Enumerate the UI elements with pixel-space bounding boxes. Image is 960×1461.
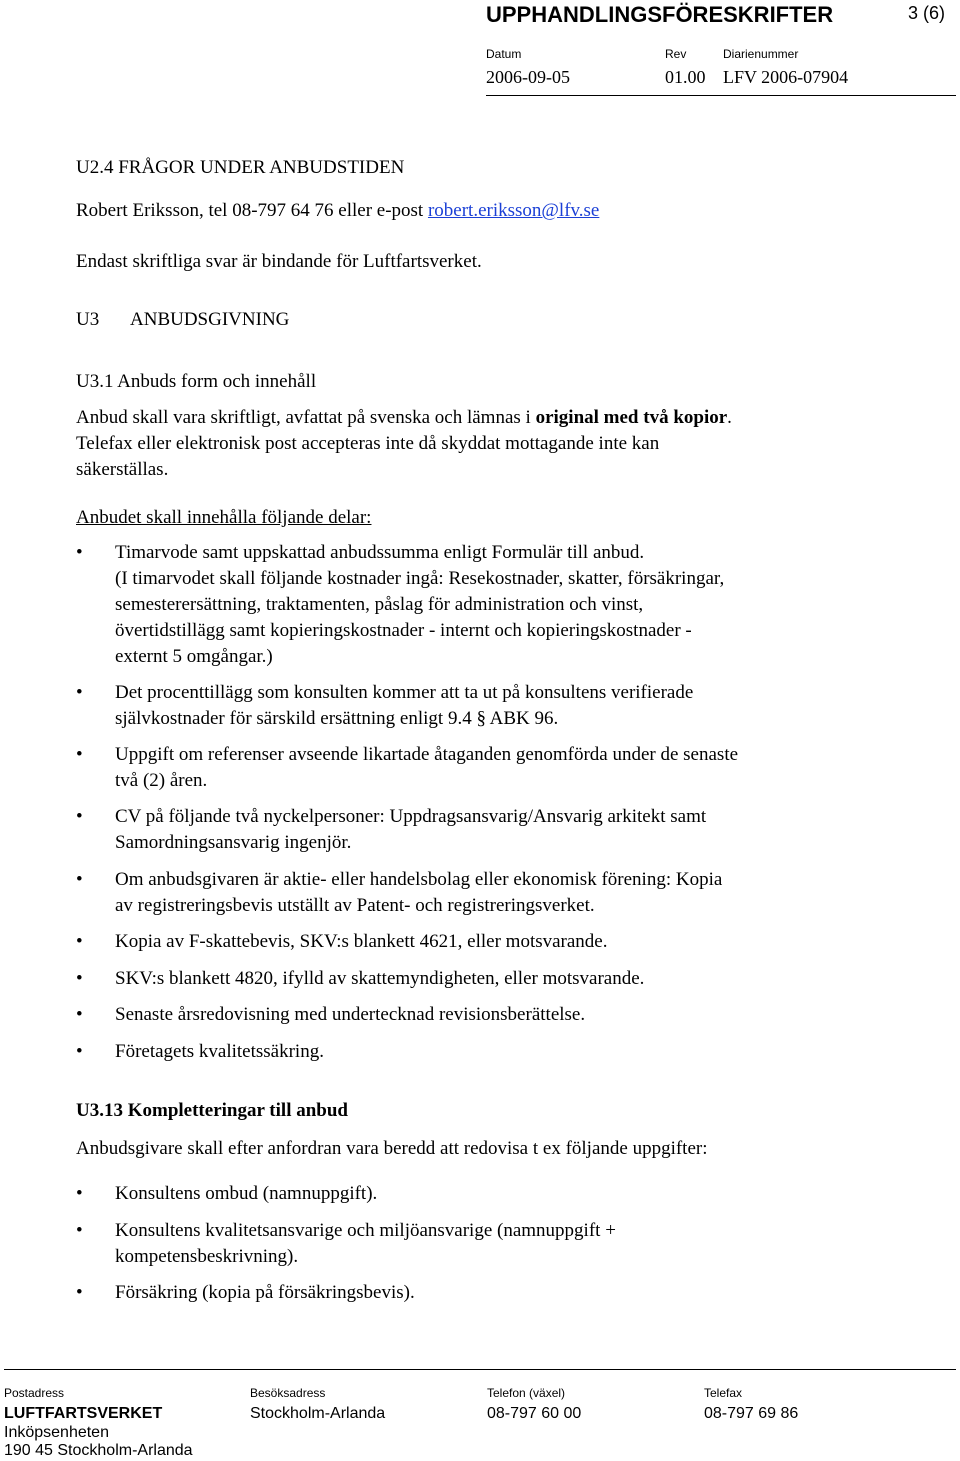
supplement-bullet-3: Försäkring (kopia på försäkringsbevis). bbox=[115, 1282, 415, 1303]
form-paragraph bbox=[76, 405, 732, 431]
bullet-marker: • bbox=[76, 1183, 83, 1204]
section-heading-u3-13: U3.13 Kompletteringar till anbud bbox=[76, 1100, 348, 1121]
bullet-2-line2: självkostnader för särskild ersättning enligt 9.4 § ABK 96. bbox=[115, 708, 559, 729]
contact-text: Robert Eriksson, tel 08-797 64 76 eller e-post bbox=[76, 200, 428, 221]
visit-address-label: Besöksadress bbox=[250, 1386, 326, 1400]
answers-note: Endast skriftliga svar är bindande för Luftfartsverket. bbox=[76, 251, 482, 272]
bullet-3-line2: två (2) åren. bbox=[115, 770, 208, 791]
rev-value: 01.00 bbox=[665, 67, 706, 87]
list-title: Anbudet skall innehålla följande delar: bbox=[76, 507, 372, 528]
form-text-bold: original med två kopior bbox=[535, 407, 728, 428]
supplement-bullet-2-line1: Konsultens kvalitetsansvarige och miljöansvarige (namnuppgift + bbox=[115, 1220, 616, 1241]
fax-paragraph-line2: säkerställas. bbox=[76, 459, 169, 480]
footer-org: LUFTFARTSVERKET bbox=[4, 1405, 163, 1422]
contact-line bbox=[76, 198, 599, 224]
footer-postal-address: 190 45 Stockholm-Arlanda bbox=[4, 1442, 193, 1459]
bullet-9: Företagets kvalitetssäkring. bbox=[115, 1041, 324, 1062]
footer-dept: Inköpsenheten bbox=[4, 1424, 109, 1441]
supplement-bullet-1: Konsultens ombud (namnuppgift). bbox=[115, 1183, 378, 1204]
bullet-1-line4: övertidstillägg samt kopieringskostnader - internt och kopieringskostnader - bbox=[115, 620, 692, 641]
date-value: 2006-09-05 bbox=[486, 67, 570, 87]
footer-divider bbox=[4, 1369, 956, 1370]
diary-label: Diarienummer bbox=[723, 47, 799, 61]
bullet-7: SKV:s blankett 4820, ifylld av skattemyndigheten, eller motsvarande. bbox=[115, 968, 645, 989]
form-text: Anbud skall vara skriftligt, avfattat på svenska och lämnas i bbox=[76, 407, 536, 428]
bullet-6: Kopia av F-skattebevis, SKV:s blankett 4621, eller motsvarande. bbox=[115, 931, 608, 952]
form-text-end: . bbox=[727, 407, 732, 428]
bullet-marker: • bbox=[76, 1004, 83, 1025]
footer-fax: 08-797 69 86 bbox=[704, 1405, 799, 1422]
bullet-marker: • bbox=[76, 744, 83, 765]
phone-label: Telefon (växel) bbox=[487, 1386, 566, 1400]
supplement-intro: Anbudsgivare skall efter anfordran vara beredd att redovisa t ex följande uppgifter: bbox=[76, 1138, 708, 1159]
section-number-u3: U3 bbox=[76, 309, 100, 330]
bullet-marker: • bbox=[76, 542, 83, 563]
section-heading-u3: ANBUDSGIVNING bbox=[130, 309, 290, 330]
email-link[interactable]: robert.eriksson@lfv.se bbox=[427, 200, 600, 221]
rev-label: Rev bbox=[665, 47, 687, 61]
bullet-marker: • bbox=[76, 1041, 83, 1062]
bullet-marker: • bbox=[76, 968, 83, 989]
bullet-marker: • bbox=[76, 682, 83, 703]
bullet-marker: • bbox=[76, 869, 83, 890]
header-divider bbox=[486, 95, 956, 96]
supplement-bullet-2-line2: kompetensbeskrivning). bbox=[115, 1246, 299, 1267]
document-title: UPPHANDLINGSFÖRESKRIFTER bbox=[486, 2, 834, 27]
section-heading-u2-4: U2.4 FRÅGOR UNDER ANBUDSTIDEN bbox=[76, 157, 405, 178]
bullet-2-line1: Det procenttillägg som konsulten kommer att ta ut på konsultens verifierade bbox=[115, 682, 694, 703]
bullet-3-line1: Uppgift om referenser avseende likartade åtaganden genomförda under de senaste bbox=[115, 744, 739, 765]
footer-visit-address: Stockholm-Arlanda bbox=[250, 1405, 386, 1422]
bullet-marker: • bbox=[76, 1282, 83, 1303]
bullet-4-line2: Samordningsansvarig ingenjör. bbox=[115, 832, 352, 853]
bullet-5-line2: av registreringsbevis utställt av Patent- och registreringsverket. bbox=[115, 895, 595, 916]
diary-value: LFV 2006-07904 bbox=[723, 67, 849, 87]
page-number: 3 (6) bbox=[908, 3, 946, 23]
bullet-1-line1: Timarvode samt uppskattad anbudssumma enligt Formulär till anbud. bbox=[115, 542, 645, 563]
footer-phone: 08-797 60 00 bbox=[487, 1405, 582, 1422]
bullet-5-line1: Om anbudsgivaren är aktie- eller handelsbolag eller ekonomisk förening: Kopia bbox=[115, 869, 723, 890]
bullet-1-line5: externt 5 omgångar.) bbox=[115, 646, 273, 667]
bullet-1-line3: semesterersättning, traktamenten, påslag för administration och vinst, bbox=[115, 594, 644, 615]
section-heading-u3-1: U3.1 Anbuds form och innehåll bbox=[76, 371, 317, 392]
bullet-1-line2: (I timarvodet skall följande kostnader ingå: Resekostnader, skatter, försäkringar, bbox=[115, 568, 725, 589]
fax-paragraph-line1: Telefax eller elektronisk post accepteras inte då skyddat mottagande inte kan bbox=[76, 433, 660, 454]
bullet-4-line1: CV på följande två nyckelpersoner: Uppdragsansvarig/Ansvarig arkitekt samt bbox=[115, 806, 707, 827]
bullet-marker: • bbox=[76, 806, 83, 827]
date-label: Datum bbox=[486, 47, 522, 61]
postal-address-label: Postadress bbox=[4, 1386, 65, 1400]
bullet-8: Senaste årsredovisning med undertecknad revisionsberättelse. bbox=[115, 1004, 586, 1025]
bullet-marker: • bbox=[76, 1220, 83, 1241]
bullet-marker: • bbox=[76, 931, 83, 952]
fax-label: Telefax bbox=[704, 1386, 743, 1400]
